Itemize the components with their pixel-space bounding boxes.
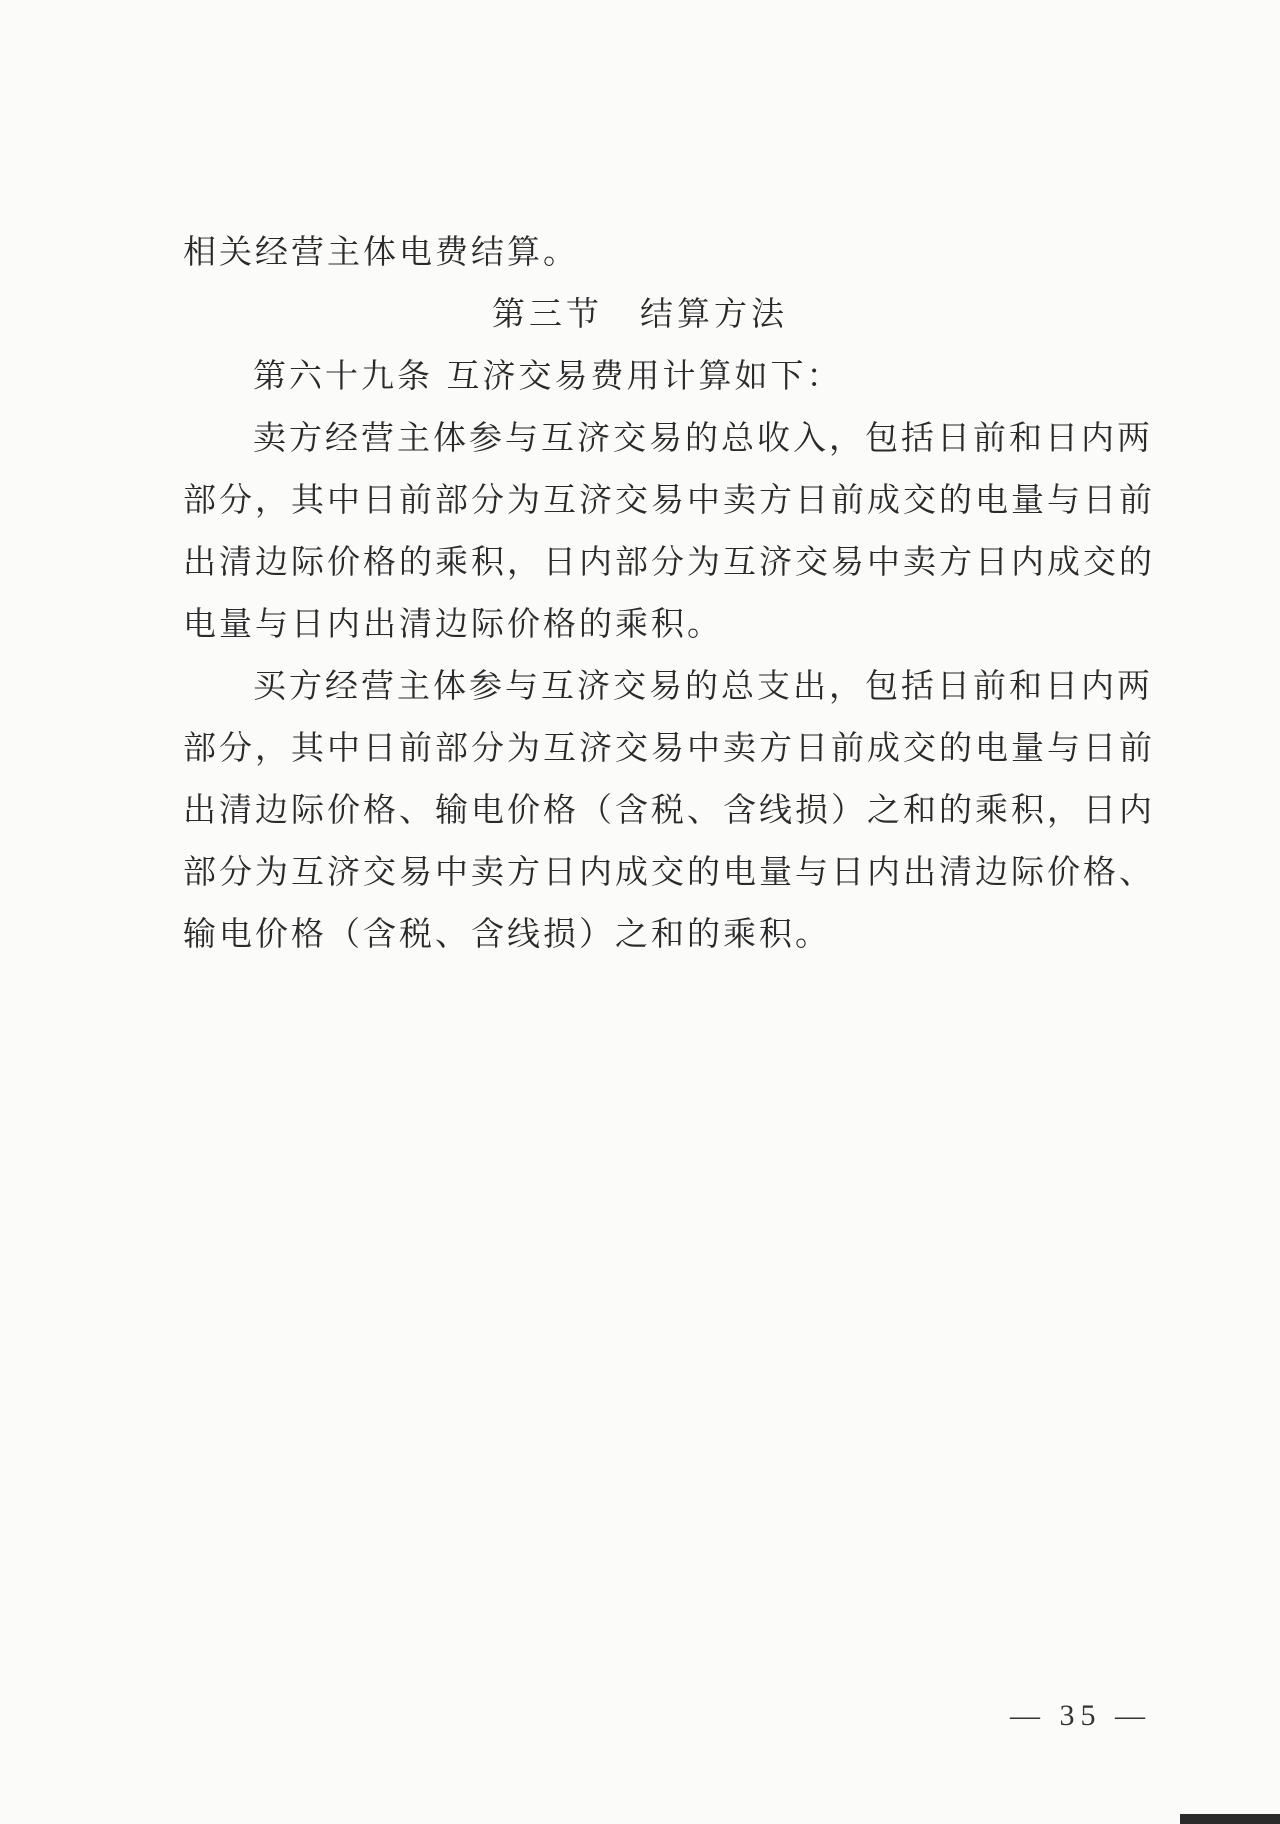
paragraph-seller-line-1: 卖方经营主体参与互济交易的总收入，包括日前和日内两	[253, 418, 1153, 457]
paragraph-buyer-line-5: 输电价格（含税、含线损）之和的乘积。	[183, 914, 831, 953]
text-line-continuation: 相关经营主体电费结算。	[183, 232, 579, 271]
article-heading: 第六十九条 互济交易费用计算如下：	[253, 356, 843, 395]
paragraph-buyer-line-1: 买方经营主体参与互济交易的总支出，包括日前和日内两	[253, 666, 1153, 705]
paragraph-seller-line-3: 出清边际价格的乘积，日内部分为互济交易中卖方日内成交的	[183, 542, 1155, 581]
scan-edge-mark	[1180, 1814, 1280, 1824]
paragraph-buyer-line-4: 部分为互济交易中卖方日内成交的电量与日内出清边际价格、	[183, 852, 1155, 891]
paragraph-seller-line-4: 电量与日内出清边际价格的乘积。	[183, 604, 723, 643]
paragraph-seller-line-2: 部分，其中日前部分为互济交易中卖方日前成交的电量与日前	[183, 480, 1155, 519]
paragraph-buyer-line-3: 出清边际价格、输电价格（含税、含线损）之和的乘积，日内	[183, 790, 1155, 829]
paragraph-buyer-line-2: 部分，其中日前部分为互济交易中卖方日前成交的电量与日前	[183, 728, 1155, 767]
page-number: — 35 —	[1010, 1699, 1151, 1732]
section-heading: 第三节 结算方法	[492, 294, 788, 333]
